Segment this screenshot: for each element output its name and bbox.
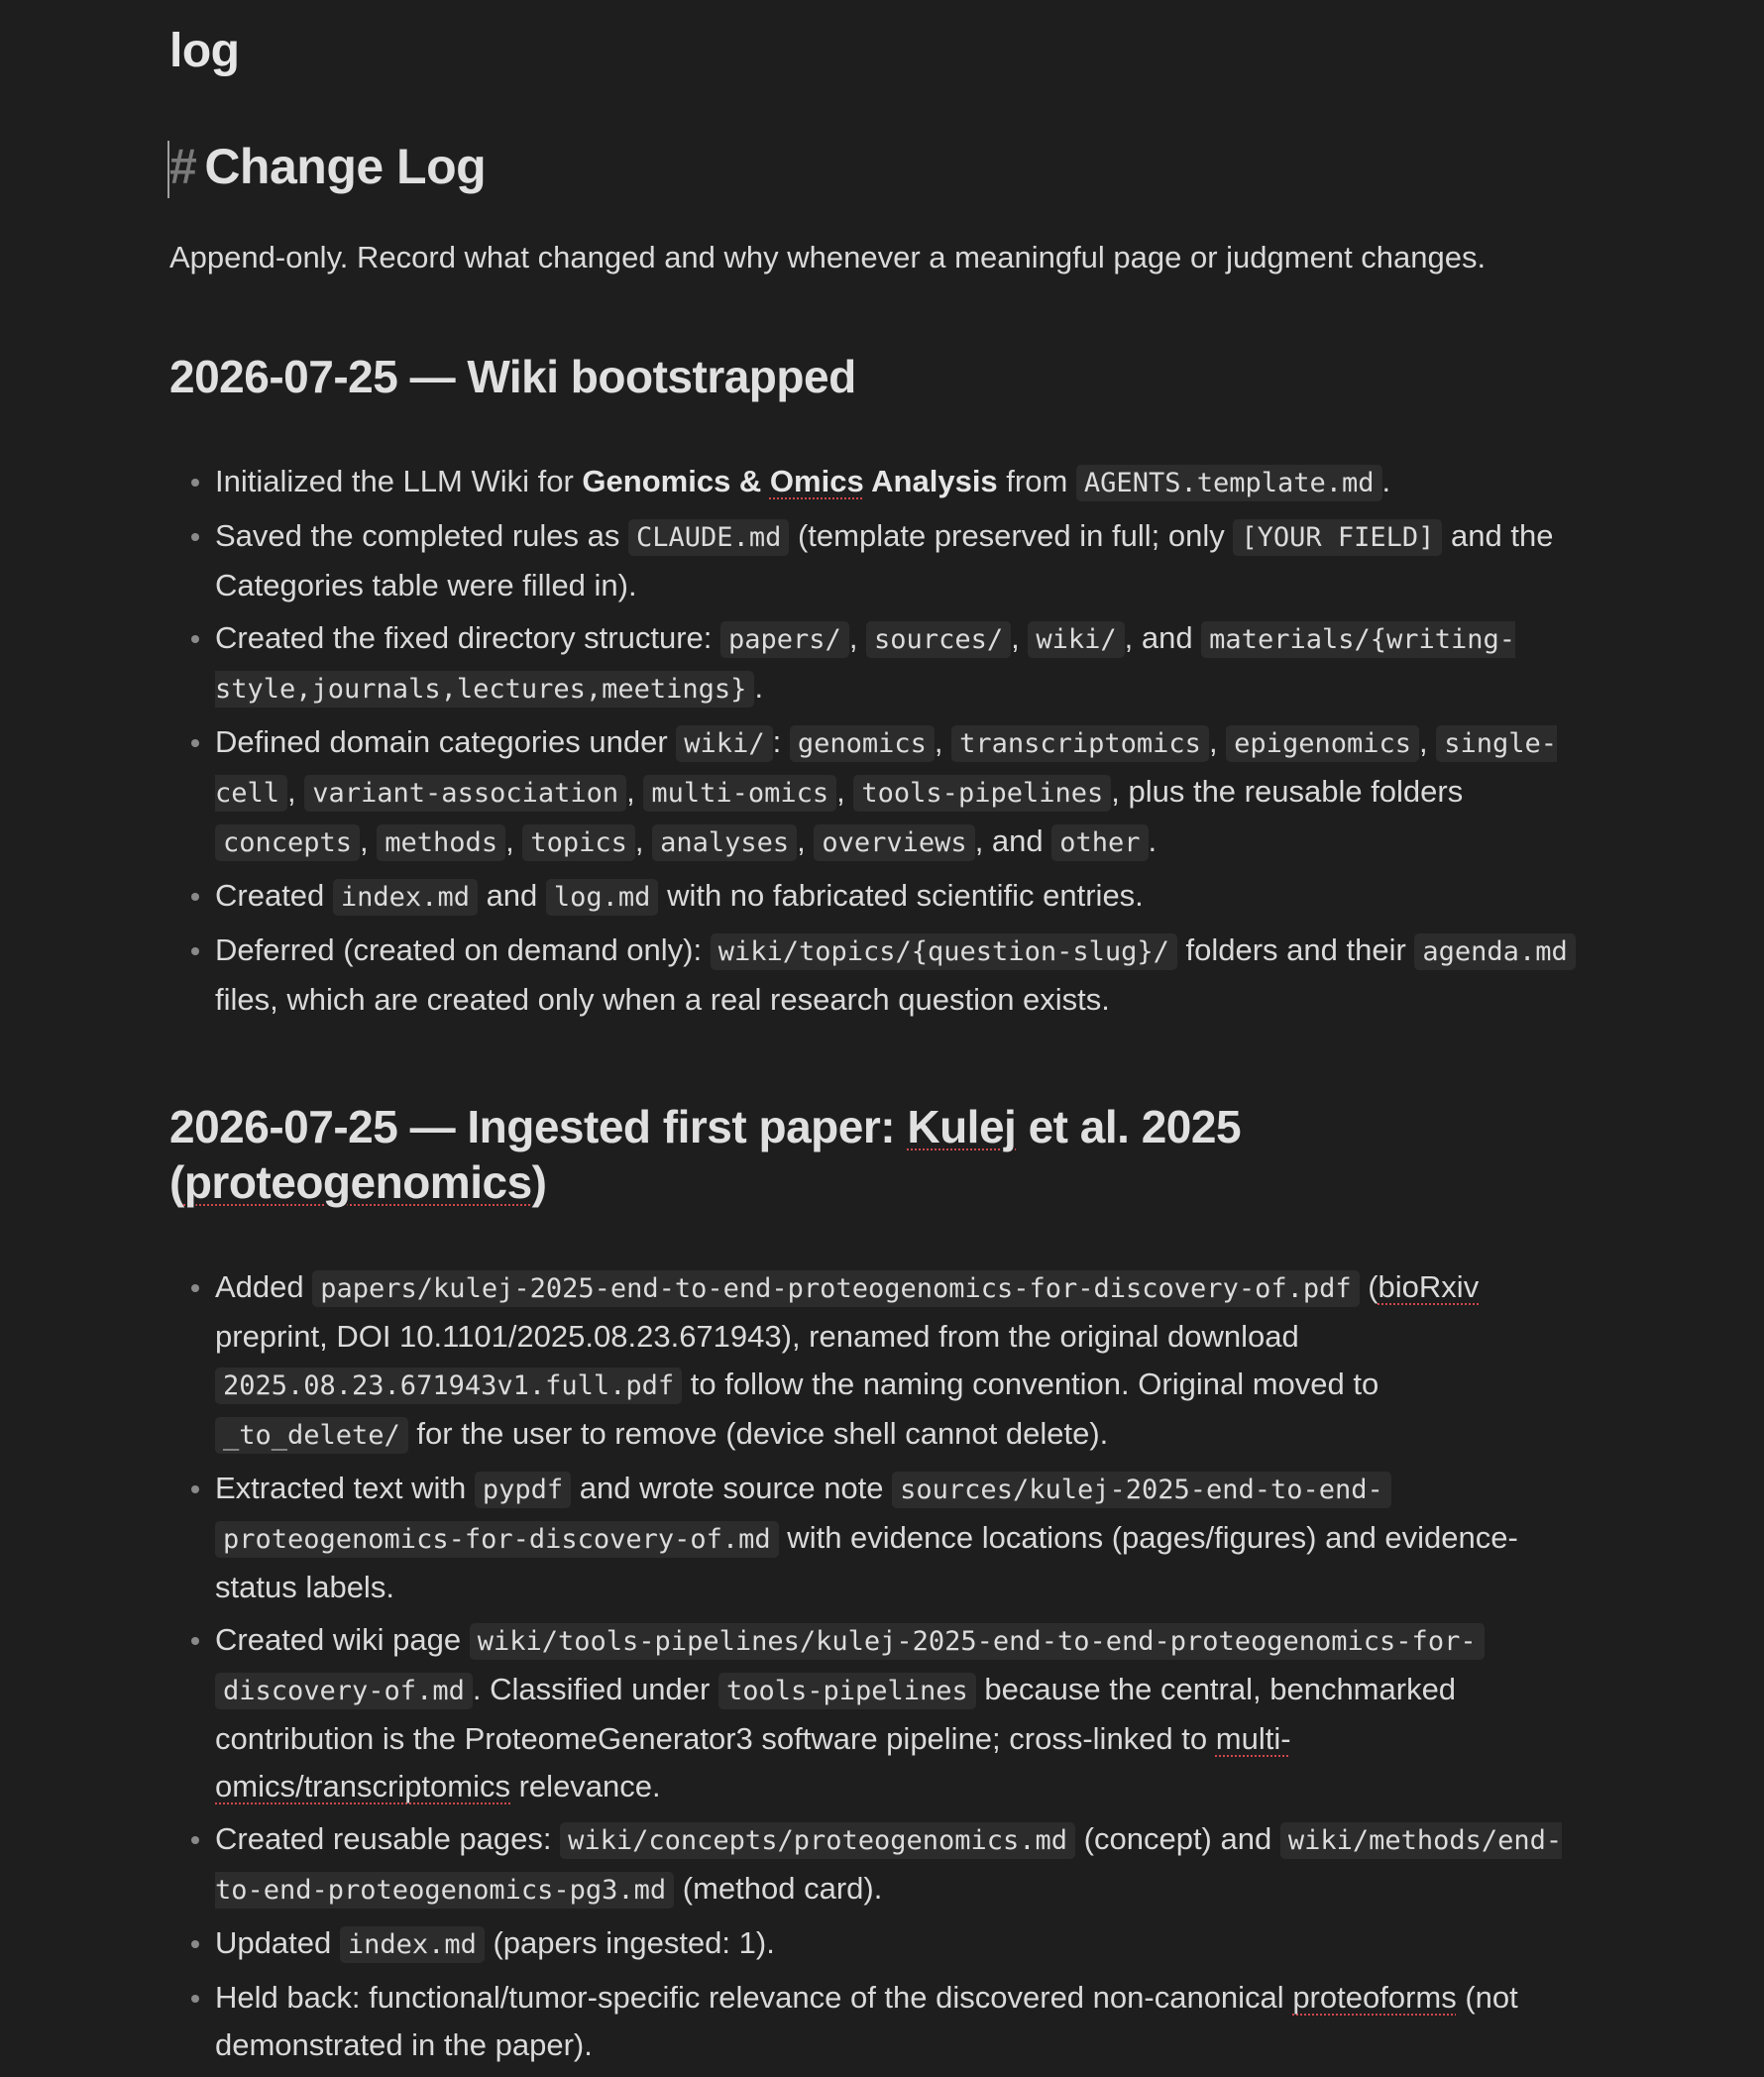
inline-code: epigenomics xyxy=(1226,725,1419,762)
note-title[interactable]: log xyxy=(169,25,240,77)
spellcheck-word[interactable]: multi- xyxy=(1215,1721,1291,1756)
list-item[interactable]: Added papers/kulej-2025-end-to-end-proteogenomics-for-discovery-of.pdf (bioRxiv preprint, DOI 10.1101/2025.08.23.671943), renamed from the original download 2025.08.23.671943v1.full.pdf to follow the naming convention. Original moved to _to_delete/ for the user to remove (device shell cannot delete). xyxy=(215,1263,1577,1460)
section1-list xyxy=(169,458,1577,1024)
list-item[interactable]: Created the fixed directory structure: papers/ , sources/ , wiki/ , and materials/{writing-style,journals,lectures,meetings} . xyxy=(215,614,1577,713)
inline-code: log.md xyxy=(546,879,659,916)
inline-code: sources/ xyxy=(866,621,1011,658)
bullet-icon xyxy=(191,1995,199,2003)
inline-code: AGENTS.template.md xyxy=(1076,465,1382,501)
list-item[interactable]: Created reusable pages: wiki/concepts/proteogenomics.md (concept) and wiki/methods/end-to-end-proteogenomics-pg3.md (method card). xyxy=(215,1815,1577,1914)
bullet-icon xyxy=(191,893,199,901)
heading-text: Change Log xyxy=(204,139,487,194)
bullet-icon xyxy=(191,635,199,643)
inline-code: index.md xyxy=(340,1926,485,1963)
list-item[interactable]: Initialized the LLM Wiki for Genomics & Omics Analysis from AGENTS.template.md . xyxy=(215,458,1577,507)
list-item[interactable]: Created index.md and log.md with no fabricated scientific entries. xyxy=(215,872,1577,922)
inline-code: wiki/ xyxy=(676,725,772,762)
inline-code: analyses xyxy=(652,824,797,861)
inline-code: variant-association xyxy=(304,775,626,812)
inline-code: materials/{writing-style,journals,lectures,meetings} xyxy=(215,621,1515,708)
heading-marker: # xyxy=(169,139,197,194)
list-item[interactable]: Updated index.md (papers ingested: 1). xyxy=(215,1919,1577,1969)
list-item[interactable]: Held back: functional/tumor-specific relevance of the discovered non-canonical proteoforms (not demonstrated in the paper). xyxy=(215,1974,1577,2069)
inline-code: wiki/concepts/proteogenomics.md xyxy=(560,1822,1075,1859)
list-item[interactable]: Deferred (created on demand only): wiki/topics/{question-slug}/ folders and their agenda.md files, which are created only when a real research question exists. xyxy=(215,927,1577,1024)
inline-code: concepts xyxy=(215,824,360,861)
list-item[interactable]: Created wiki page wiki/tools-pipelines/kulej-2025-end-to-end-proteogenomics-for- discovery-of.md . Classified under tools-pipelines because the central, benchmarked contribution is the ProteomeGenerator3 software pipeline; cross-linked to multi- omics/transcriptomics relevance. xyxy=(215,1616,1577,1810)
spellcheck-word[interactable]: Omics xyxy=(769,464,864,498)
inline-code: papers/kulej-2025-end-to-end-proteogenomics-for-discovery-of.pdf xyxy=(312,1270,1359,1307)
inline-code: tools-pipelines xyxy=(718,1673,976,1709)
inline-code: pypdf xyxy=(475,1472,571,1508)
inline-code: discovery-of.md xyxy=(215,1673,473,1709)
inline-code: agenda.md xyxy=(1414,933,1575,970)
spellcheck-word[interactable]: proteogenomics xyxy=(183,1156,532,1208)
intro-paragraph[interactable]: Append-only. Record what changed and why whenever a meaningful page or judgment changes. xyxy=(169,240,1487,274)
spellcheck-word[interactable]: bioRxiv xyxy=(1378,1269,1480,1304)
spellcheck-word[interactable]: Kulej xyxy=(907,1101,1017,1152)
bullet-icon xyxy=(191,1940,199,1948)
spellcheck-word[interactable]: omics/transcriptomics xyxy=(215,1769,510,1804)
inline-code: sources/kulej-2025-end-to-end- xyxy=(892,1472,1391,1508)
editor-document[interactable] xyxy=(169,0,1577,2074)
section2-list xyxy=(169,1263,1577,2069)
inline-code: overviews xyxy=(814,824,974,861)
inline-code: methods xyxy=(377,824,505,861)
inline-code: proteogenomics-for-discovery-of.md xyxy=(215,1521,779,1558)
bullet-icon xyxy=(191,1836,199,1844)
inline-code: topics xyxy=(522,824,635,861)
inline-code: multi-omics xyxy=(643,775,836,812)
bullet-icon xyxy=(191,533,199,541)
text-cursor xyxy=(167,141,169,198)
bullet-icon xyxy=(191,479,199,487)
section-heading-ingested-first-paper[interactable]: 2026-07-25 — Ingested first paper: Kulej et al. 2025 (proteogenomics) xyxy=(169,1101,1242,1208)
inline-code: CLAUDE.md xyxy=(628,519,789,556)
inline-code: papers/ xyxy=(720,621,849,658)
inline-code: tools-pipelines xyxy=(853,775,1111,812)
bullet-icon xyxy=(191,1485,199,1493)
list-item[interactable]: Extracted text with pypdf and wrote source note sources/kulej-2025-end-to-end- proteogenomics-for-discovery-of.md with evidence locations (pages/figures) and evidence-status labels. xyxy=(215,1465,1577,1611)
inline-code: single-cell xyxy=(215,725,1557,812)
bullet-icon xyxy=(191,1284,199,1292)
inline-code: index.md xyxy=(333,879,478,916)
inline-code: 2025.08.23.671943v1.full.pdf xyxy=(215,1367,682,1404)
bullet-icon xyxy=(191,1637,199,1645)
bullet-icon xyxy=(191,947,199,955)
bullet-icon xyxy=(191,739,199,747)
spellcheck-word[interactable]: proteoforms xyxy=(1292,1980,1457,2015)
inline-code: wiki/tools-pipelines/kulej-2025-end-to-end-proteogenomics-for- xyxy=(470,1623,1485,1660)
list-item[interactable]: Saved the completed rules as CLAUDE.md (template preserved in full; only [YOUR FIELD] and the Categories table were filled in). xyxy=(215,512,1577,609)
inline-code: transcriptomics xyxy=(951,725,1209,762)
inline-code: genomics xyxy=(790,725,935,762)
inline-code: _to_delete/ xyxy=(215,1417,408,1454)
heading-change-log[interactable] xyxy=(169,137,1577,196)
section-heading-wiki-bootstrapped[interactable]: 2026-07-25 — Wiki bootstrapped xyxy=(169,351,856,402)
inline-code: wiki/ xyxy=(1028,621,1124,658)
inline-code: wiki/methods/end-to-end-proteogenomics-pg3.md xyxy=(215,1822,1562,1909)
list-item[interactable]: Defined domain categories under wiki/ : genomics , transcriptomics , epigenomics , single-cell , variant-association , multi-omics , tools-pipelines , plus the reusable folders concepts , methods , topics , analyses , overviews , and other . xyxy=(215,718,1577,867)
inline-code: [YOUR FIELD] xyxy=(1233,519,1442,556)
inline-code: other xyxy=(1051,824,1148,861)
inline-code: wiki/topics/{question-slug}/ xyxy=(711,933,1177,970)
